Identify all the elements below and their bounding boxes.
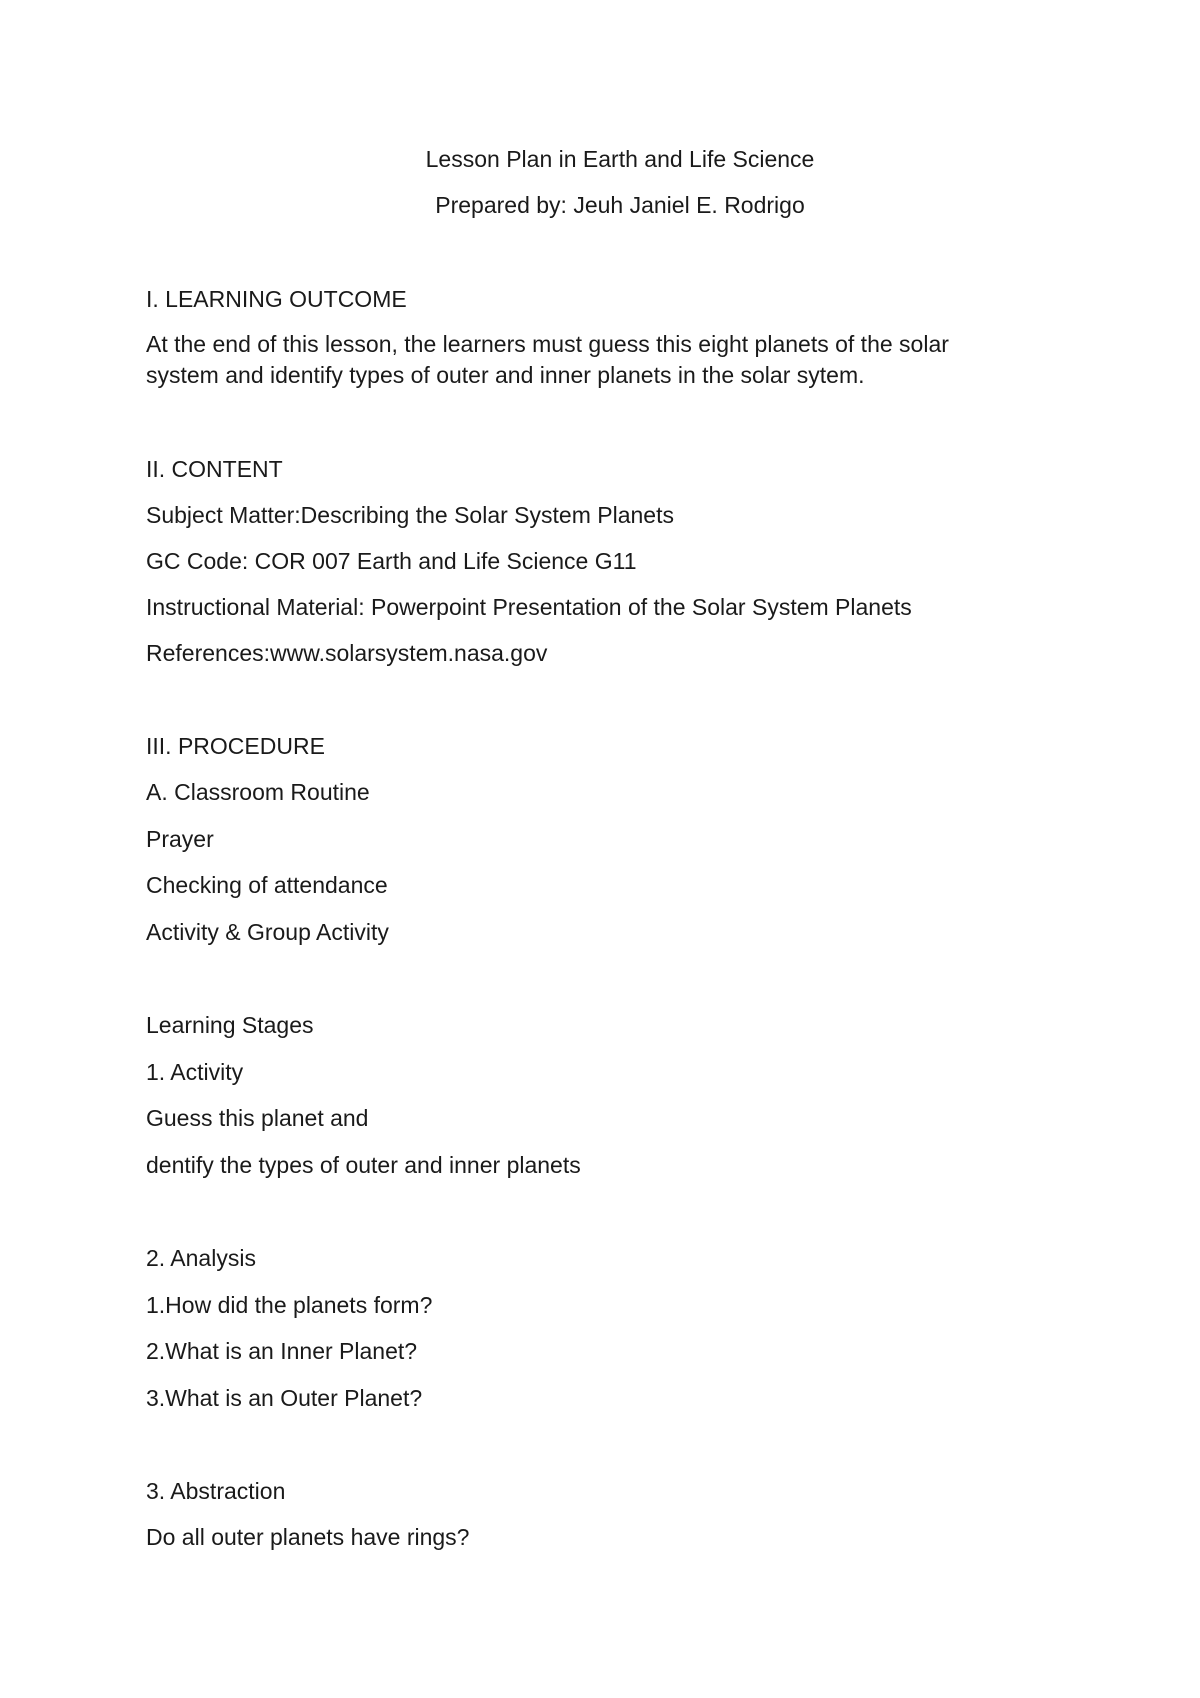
routine-item: Activity & Group Activity [146,919,389,945]
abstraction-question: Do all outer planets have rings? [146,1524,470,1550]
references: References:www.solarsystem.nasa.gov [146,640,548,666]
subject-matter: Subject Matter:Describing the Solar System Planets [146,502,674,528]
learning-stages-heading: Learning Stages [146,1012,314,1038]
prepared-by: Prepared by: Jeuh Janiel E. Rodrigo [435,192,805,218]
analysis-question: 3.What is an Outer Planet? [146,1385,423,1411]
document-title: Lesson Plan in Earth and Life Science [425,146,815,172]
procedure-heading: III. PROCEDURE [146,733,325,759]
activity-line: dentify the types of outer and inner planets [146,1152,581,1178]
activity-heading: 1. Activity [146,1059,244,1085]
instructional-material: Instructional Material: Powerpoint Presentation of the Solar System Planets [146,594,912,620]
gc-code: GC Code: COR 007 Earth and Life Science G11 [146,548,637,574]
classroom-routine-heading: A. Classroom Routine [146,779,370,805]
content-heading: II. CONTENT [146,456,283,482]
routine-item: Prayer [146,826,214,852]
learning-outcome-text: At the end of this lesson, the learners must guess this eight planets of the solar system and identify types of outer and inner planets in the solar sytem. [146,331,949,388]
analysis-question: 2.What is an Inner Planet? [146,1338,418,1364]
learning-outcome-heading: I. LEARNING OUTCOME [146,286,407,312]
abstraction-heading: 3. Abstraction [146,1478,286,1504]
analysis-heading: 2. Analysis [146,1245,256,1271]
analysis-question: 1.How did the planets form? [146,1292,433,1318]
activity-line: Guess this planet and [146,1105,369,1131]
routine-item: Checking of attendance [146,872,388,898]
